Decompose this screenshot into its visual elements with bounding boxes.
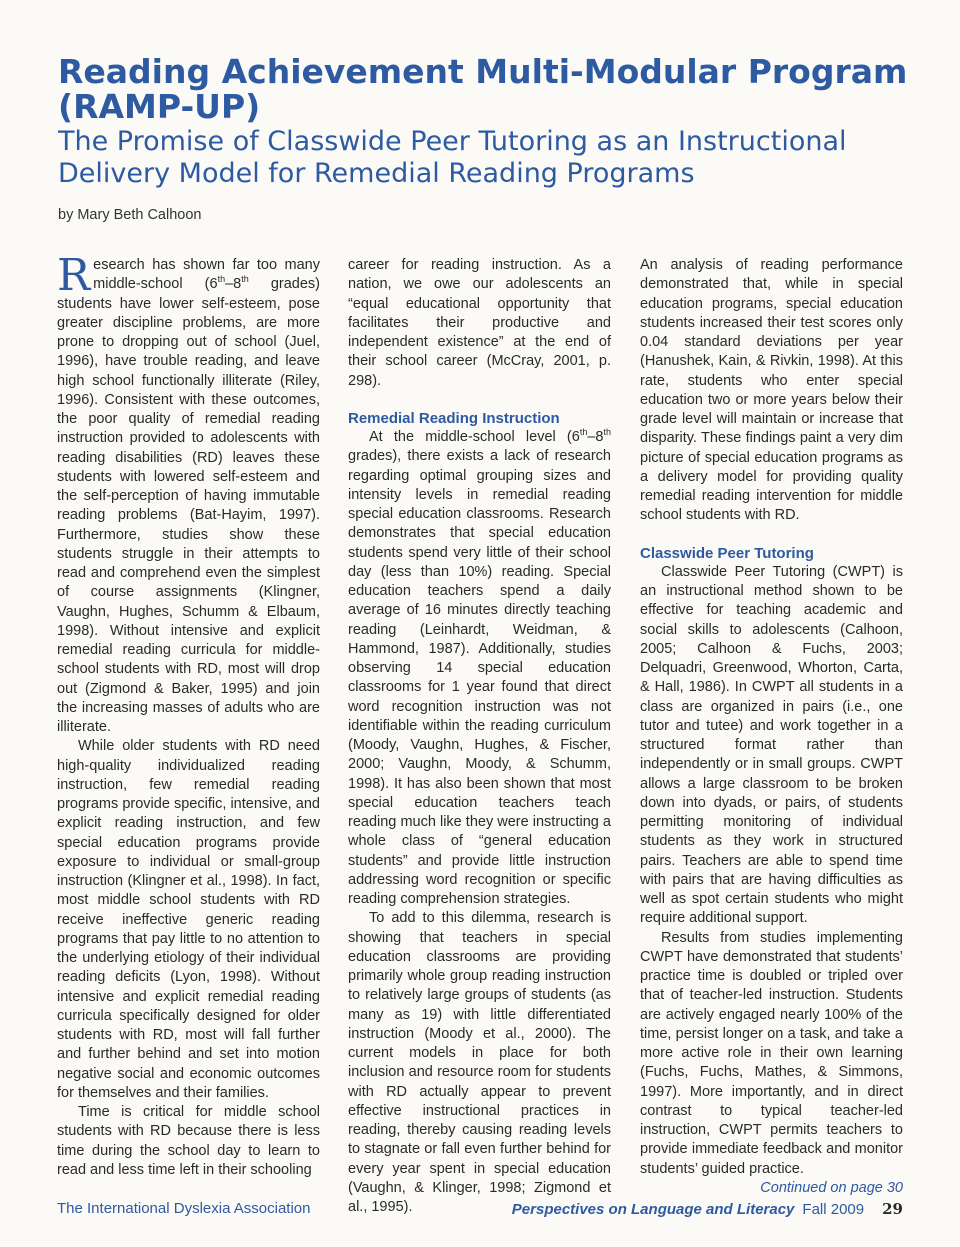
column-1 bbox=[57, 250, 320, 1180]
section-heading: Classwide Peer Tutoring bbox=[640, 544, 814, 562]
article-title: Reading Achievement Multi-Modular Program (RAMP-UP) bbox=[58, 52, 908, 126]
column-2 bbox=[348, 256, 611, 1217]
footer-organization: The International Dyslexia Association bbox=[57, 1200, 311, 1217]
section-heading: Remedial Reading Instruction bbox=[348, 409, 560, 427]
paragraph: While older students with RD need high-quality individualized reading instruction, few remedial reading programs provide specific, intensive, and explicit reading instruction, and few special education programs provide exposure to individual or small-group instruction (Klingner et al., 1998). In fact, most middle school students with RD receive ineffective generic reading programs that pay little to no attention to the underlying etiology of their individual reading deficits (Lyon, 1998). Without intensive and explicit remedial reading curricula specifically designed for older students with RD, most will fall further and further behind and set into motion negative social and economic outcomes for themselves and their families. bbox=[57, 738, 320, 1101]
text-run: grades), there exists a lack of research regarding optimal grouping sizes and intensity levels in remedial reading special education classrooms. Research demonstrates that special education students spend very little of their school day (less than 10%) reading. Special education teachers spend a daily average of 16 minutes directly teaching reading (Leinhardt, Weidman, & Hammond, 1987). Additionally, studies observing 14 special education classrooms for 1 year found that direct word recognition instruction was not identifiable within the reading curriculum (Moody, Vaughn, Hughes, & Fischer, 2000; Vaughn, Moody, & Schumm, 1998). It has also been shown that most special education teachers teach reading much like they were instructing a whole class of “general education students” and provide little instruction addressing word recognition or specific reading comprehension strategies. bbox=[348, 448, 611, 907]
page-number: 29 bbox=[882, 1200, 903, 1218]
paragraph bbox=[348, 428, 611, 909]
text-run: –8 bbox=[225, 276, 242, 293]
superscript: th bbox=[217, 274, 226, 285]
paragraph: Classwide Peer Tutoring (CWPT) is an instructional method shown to be effective for teaching academic and social skills to adolescents (Calhoon, 2005; Calhoon & Fuchs, 2003; Delquadri, Greenwood, Whorton, Carta, & Hall, 1986). In CWPT all students in a class are organized in pairs (i.e., one tutor and tutee) and work together in a structured format rather than independently or in small groups. CWPT allows a large classroom to be broken down into dyads, or pairs, of students permitting monitoring of individual students as they work in structured pairs. Teachers are able to spend time with pairs that are having difficulties as well as spot certain students who might require additional support. bbox=[640, 563, 903, 927]
text-run: esearch has shown far too many middle-school (6 bbox=[93, 257, 320, 293]
paragraph: An analysis of reading performance demonstrated that, while in special education programs, special education students increased their test scores only 0.04 standard deviations per year (Hanushek, Kain, & Rivkin, 1998). At this rate, students who enter special education two or more years below their grade level will maintain or increase that disparity. These findings paint a very dim picture of special education programs as a delivery model for providing quality remedial reading intervention for middle school students with RD. bbox=[640, 257, 903, 524]
footer-journal: Perspectives on Language and Literacy bbox=[511, 1201, 795, 1218]
paragraph bbox=[57, 250, 320, 737]
superscript: th bbox=[241, 274, 249, 285]
continued-link[interactable]: Continued on page 30 bbox=[760, 1179, 903, 1196]
byline: by Mary Beth Calhoon bbox=[58, 207, 202, 223]
footer-right bbox=[512, 1200, 903, 1218]
paragraph: To add to this dilemma, research is showing that teachers in special education classrooms are providing primarily whole group reading instruction to relatively large groups of students (as many as 19) with little differentiated instruction (Moody et al., 2000). The current models in place for both inclusion and resource room for students with RD actually appear to prevent effective instructional practices in reading, thereby causing reading levels to stagnate or fall even further behind for every year spent in special education (Vaughn, & Klinger, 1998; Zigmond et al., 1995). bbox=[348, 910, 611, 1215]
paragraph: Results from studies implementing CWPT have demonstrated that students’ practice time is doubled or tripled over that of teacher-led instruction. Students are actively engaged nearly 100% of the time, persist longer on a task, and take a more active role in their own learning (Fuchs, Fuchs, Mathes, & Simmons, 1997). More importantly, and in direct contrast to typical teacher-led instruction, CWPT permits teachers to provide immediate feedback and monitor students’ guided practice. bbox=[640, 929, 903, 1177]
paragraph: career for reading instruction. As a nation, we owe our adolescents an “equal educational opportunity that facilitates their productive and independent existence” at the end of their school career (McCray, 2001, p. 298). bbox=[348, 257, 611, 389]
text-run: –8 bbox=[587, 429, 604, 445]
superscript: th bbox=[603, 427, 611, 438]
text-run: grades) students have lower self-esteem, pose greater discipline problems, are more prone to dropping out of school (Juel, 1996), have trouble reading, and leave high school functionally illiterate (Riley, 1996). Consistent with these outcomes, the poor quality of remedial reading instruction provided to adolescents with reading disabilities (RD) leaves these students with lowered self-esteem and the self-perception of having immutable reading problems (Bat-Hayim, 1997). Furthermore, studies show these students struggle in their attempts to read and comprehend even the simplest of course assignments (Klingner, Vaughn, Hughes, Schumm & Elbaum, 1998). Without intensive and explicit remedial reading curricula for middle-school students with RD, most will drop out (Zigmond & Baker, 1995) and join the increasing masses of adults who are illiterate. bbox=[57, 276, 320, 735]
article-subtitle: The Promise of Classwide Peer Tutoring as an Instructional Delivery Model for Remedial Reading Programs bbox=[58, 126, 847, 189]
column-3 bbox=[640, 256, 903, 1198]
superscript: th bbox=[579, 427, 588, 438]
footer-issue: Fall 2009 bbox=[802, 1201, 865, 1218]
text-run: At the middle-school level (6 bbox=[369, 429, 580, 445]
paragraph: Time is critical for middle school students with RD because there is less time during the school day to learn to read and less time left in their schooling bbox=[57, 1104, 320, 1178]
drop-cap: R bbox=[57, 250, 91, 301]
